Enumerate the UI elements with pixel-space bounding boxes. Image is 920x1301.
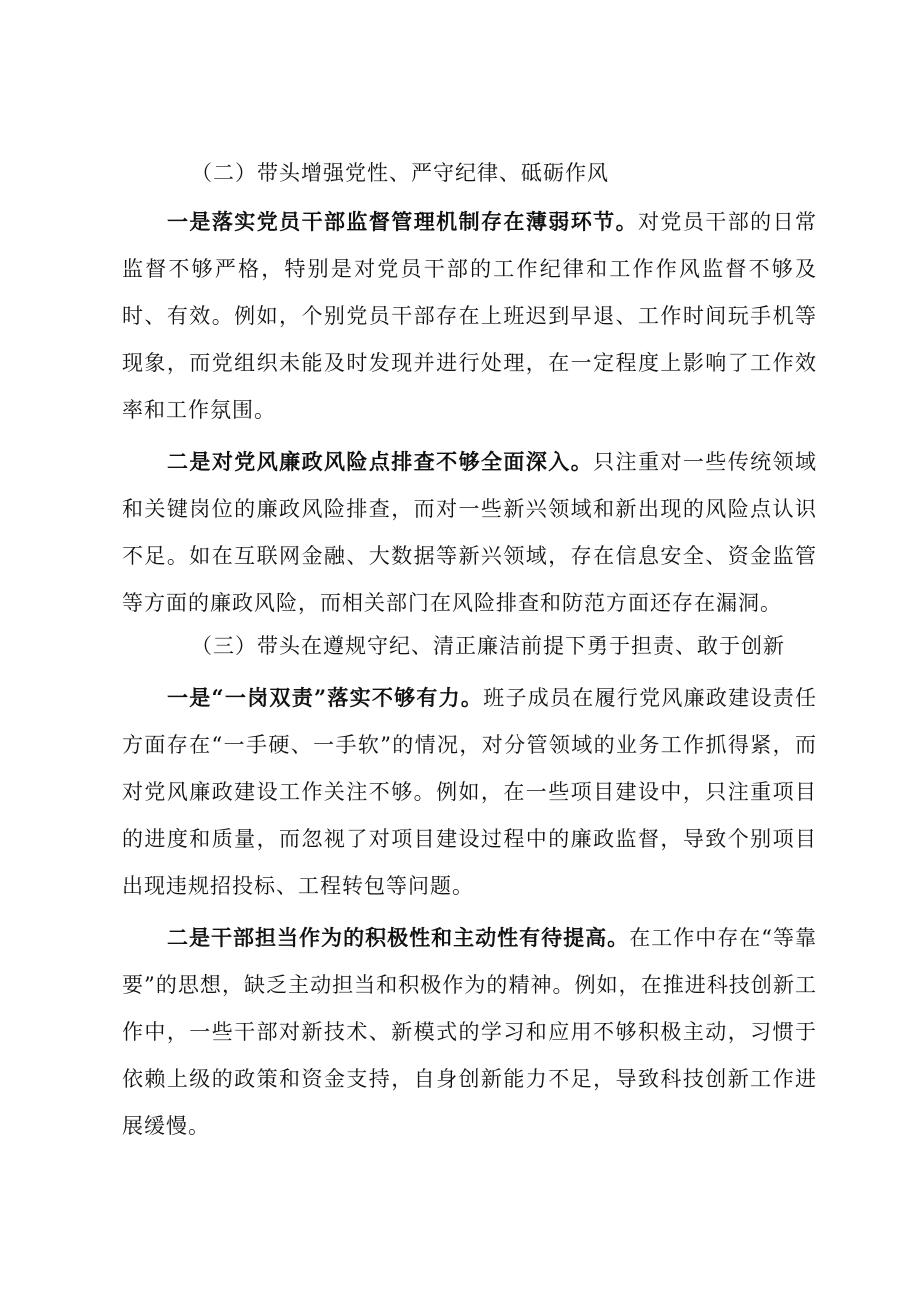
paragraph-lead: 一是落实党员干部监督管理机制存在薄弱环节。 [167,209,638,234]
paragraph-2-2 [122,438,817,627]
paragraph-3-1 [122,674,817,910]
paragraph-body: 班子成员在履行党风廉政建设责任方面存在“一手硬、一手软”的情况，对分管领域的业务工作抓得紧，而对党风廉政建设工作关注不够。例如，在一些项目建设中，只注重项目的进度和质量，而忽视了对项目建设过程中的廉政监督，导致个别项目出现违规招投标、工程转包等问题。 [122,686,817,898]
paragraph-lead: 一是“一岗双责”落实不够有力。 [167,685,484,710]
paragraph-body: 在工作中存在“等靠要”的思想，缺乏主动担当和积极作为的精神。例如，在推进科技创新工作中，一些干部对新技术、新模式的学习和应用不够积极主动，习惯于依赖上级的政策和资金支持，自身创新能力不足，导致科技创新工作进展缓慢。 [122,926,817,1138]
paragraph-body: 只注重对一些传统领域和关键岗位的廉政风险排查，而对一些新兴领域和新出现的风险点认识不足。如在互联网金融、大数据等新兴领域，存在信息安全、资金监管等方面的廉政风险，而相关部门在风险排查和防范方面还存在漏洞。 [122,450,818,615]
paragraph-2-1 [122,198,817,434]
paragraph-lead: 二是干部担当作为的积极性和主动性有待提高。 [167,925,630,950]
paragraph-lead: 二是对党风廉政风险点排查不够全面深入。 [167,449,594,474]
section-heading-2: （二）带头增强党性、严守纪律、砥砺作风 [191,161,609,185]
document-page [122,158,817,1150]
section-heading-3: （三）带头在遵规守纪、清正廉洁前提下勇于担责、敢于创新 [191,634,785,658]
paragraph-3-2 [122,914,817,1150]
paragraph-body: 对党员干部的日常监督不够严格，特别是对党员干部的工作纪律和工作作风监督不够及时、有效。例如，个别党员干部存在上班迟到早退、工作时间玩手机等现象，而党组织未能及时发现并进行处理，在一定程度上影响了工作效率和工作氛围。 [122,210,817,422]
